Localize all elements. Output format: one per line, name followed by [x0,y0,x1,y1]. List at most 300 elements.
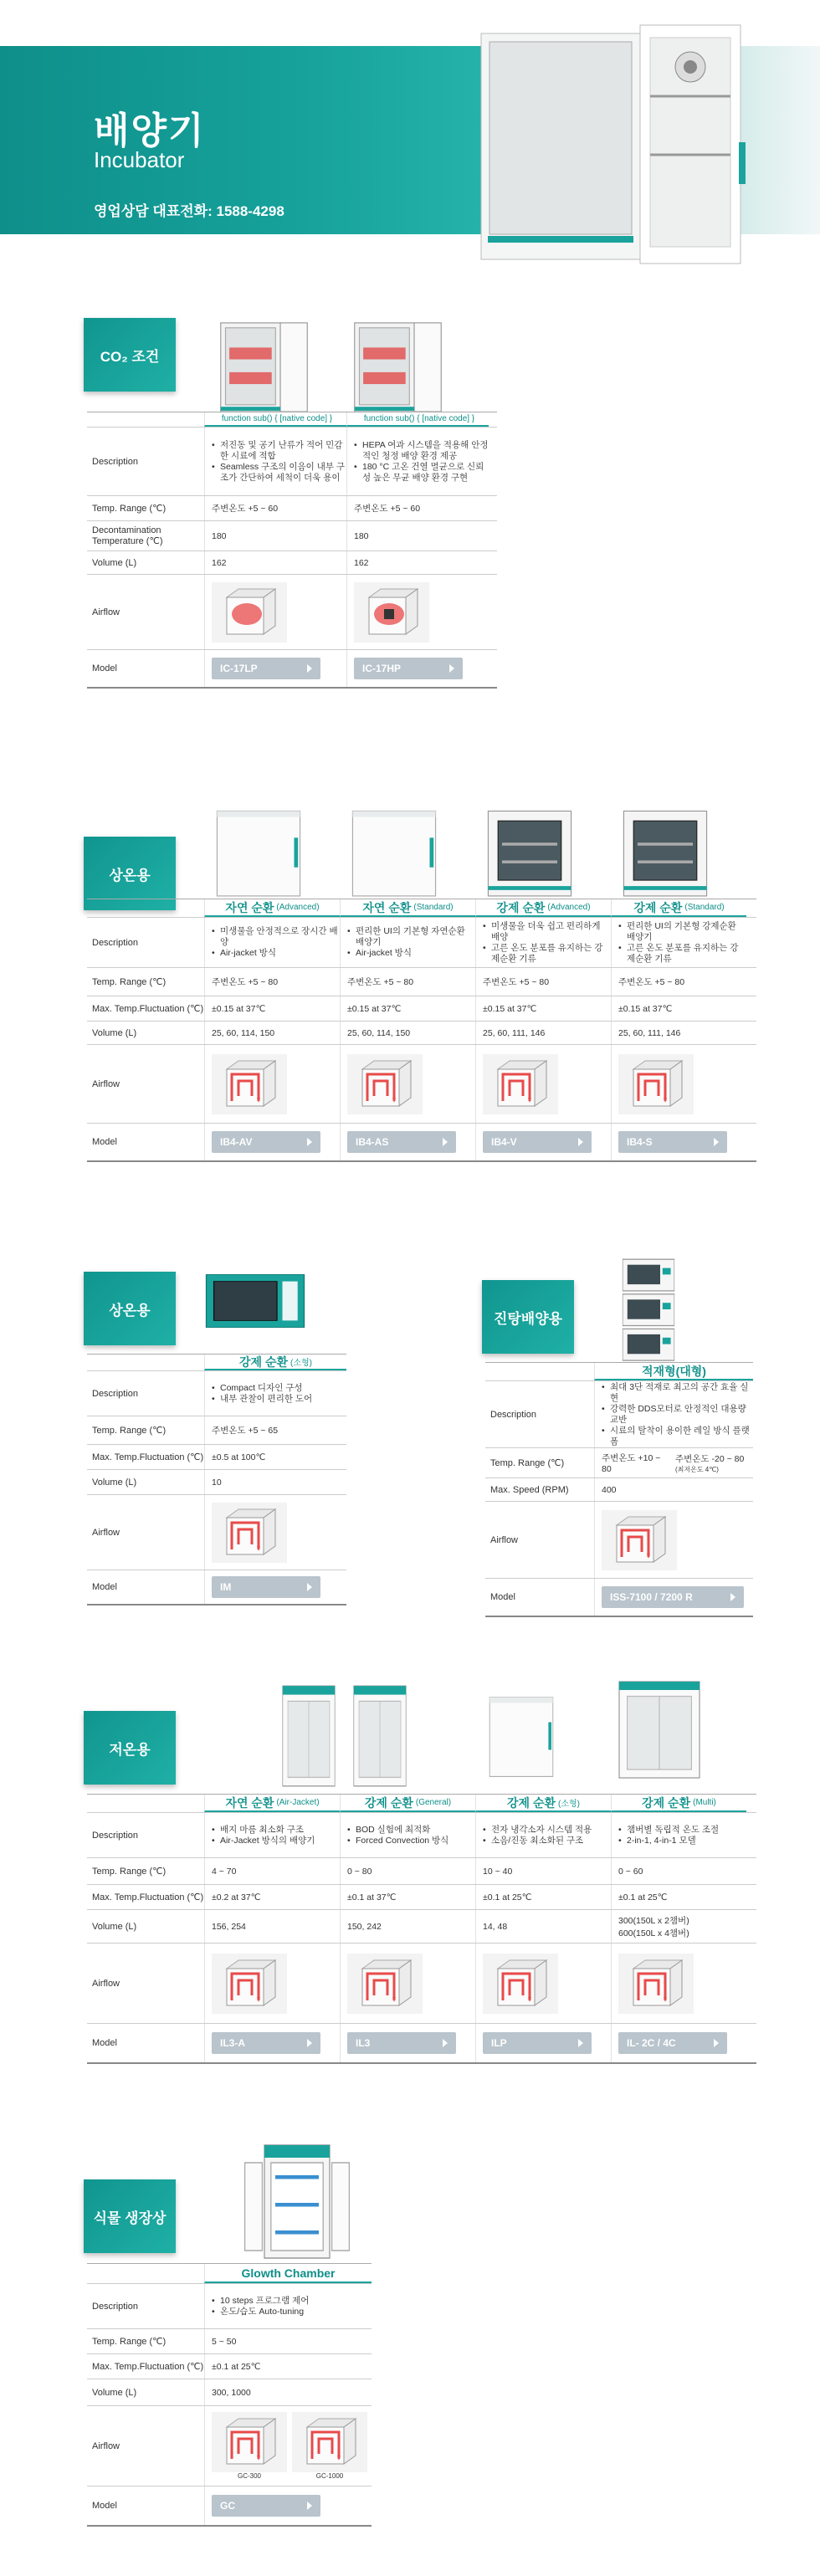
column-header [204,412,346,427]
row-airflow [485,1502,753,1579]
model-cell [346,650,489,687]
airflow-cell [346,575,489,649]
row-label: Description [92,456,139,467]
column-title: 강제 순환 [239,1355,288,1369]
shaking-table [485,1362,753,1617]
model-button[interactable] [347,2032,456,2054]
column-subtitle: function sub() { [native code] } [221,414,333,423]
row-fluct [87,1885,756,1910]
description-cell [204,918,340,967]
column-title: 강제 순환 [642,1795,691,1810]
description-item: • 강력한 DDS모터로 안정적인 대용량 교반 [602,1404,753,1426]
column-title: 자연 순환 [225,1795,274,1810]
airflow-cube-icon [212,1954,287,2014]
row-label: Airflow [490,1534,519,1545]
column-subtitle: (소형) [558,1800,580,1809]
airflow-cell [204,575,346,649]
airflow-cell [204,1495,346,1570]
temp-cell: 5 ~ 50 [204,2329,372,2353]
volume-cell: 25, 60, 114, 150 [340,1022,475,1044]
model-name: IB4-S [627,1136,653,1148]
model-name: IB4-AS [356,1136,389,1148]
model-cell [340,1124,475,1160]
model-name: IB4-V [491,1136,517,1148]
play-arrow-icon [714,1138,719,1146]
description-item: • 챔버별 독립적 온도 조절 [618,1825,719,1836]
column-subtitle: function sub() { [native code] } [363,414,475,423]
column-header [611,1795,746,1812]
shaking-incubator-image [619,1255,678,1364]
section-tag: 저온용 [84,1711,176,1785]
row-model [87,2024,756,2062]
description-cell [340,918,475,967]
column-subtitle: (Standard) [684,903,725,912]
row-description [87,1813,756,1858]
description-item: • 고른 온도 분포를 유지하는 강제순환 기류 [483,943,611,965]
description-cell [204,1813,340,1857]
volume-cell: 25, 60, 114, 150 [204,1022,340,1044]
model-name: GC [220,2500,235,2512]
row-label: Temp. Range (℃) [92,1426,167,1436]
volume-cell: 156, 254 [204,1910,340,1943]
play-arrow-icon [307,1583,312,1591]
airflow-cell [611,1944,746,2023]
co2-table [87,412,497,689]
column-header [340,1795,475,1812]
row-label: Temp. Range (℃) [92,977,167,987]
model-button[interactable] [618,2032,727,2054]
volume-cell: 300(150L x 2챔버) 600(150L x 4챔버) [611,1910,746,1943]
row-label: Description [92,1830,139,1841]
temp-cell: 주변온도 +5 ~ 60 [204,496,346,520]
airflow-cube-icon [292,2412,367,2472]
co2-hepa-image [350,318,446,417]
airflow-cube-icon [354,582,429,643]
decon-cell: 180 [204,521,346,551]
column-subtitle: (Multi) [693,1798,716,1807]
airflow-cube-icon [347,1054,423,1114]
airflow-cell [204,2406,372,2486]
row-label: Model [92,1582,117,1592]
growth-chamber-image [243,2138,351,2263]
column-subtitle: (Advanced) [547,903,591,912]
description-item: • 편리한 UI의 기본형 강제순환 배양기 [618,921,746,943]
column-header [611,899,746,917]
description-item: • BOD 실험에 최적화 [347,1825,448,1836]
airflow-cube-icon [618,1054,694,1114]
description-cell [611,1813,746,1857]
column-header [346,412,489,427]
column-header [340,899,475,917]
row-speed [485,1478,753,1502]
description-cell [346,428,489,495]
description-list [347,926,475,959]
row-label: Model [92,2501,117,2511]
model-button[interactable] [212,1131,320,1153]
row-label: Description [92,2301,139,2312]
row-description [87,428,497,496]
row-volume [87,1022,756,1045]
row-temp [87,1416,346,1445]
description-item: • 편리한 UI의 기본형 자연순환 배양기 [347,926,475,948]
row-label: Volume (L) [92,1921,137,1932]
description-item: • Air-jacket 방식 [347,948,475,959]
temp-cell: 주변온도 +5 ~ 80 [475,968,611,996]
row-label: Model [92,2038,117,2048]
play-arrow-icon [443,2039,448,2047]
section-tag: 상온용 [84,837,176,910]
row-decon [87,521,497,551]
row-model [87,650,497,687]
model-name: IB4-AV [220,1136,253,1148]
airflow-cell [340,1944,475,2023]
fluct-cell: ±0.1 at 25℃ [475,1885,611,1909]
column-header [204,1795,340,1812]
model-button[interactable] [483,2032,592,2054]
row-label: Description [92,1388,139,1399]
model-name: IM [220,1581,232,1593]
row-label: Volume (L) [92,2387,137,2398]
model-cell [611,1124,746,1160]
row-temp [87,496,497,521]
description-item: • Forced Convection 방식 [347,1836,448,1846]
row-temp [87,2329,372,2354]
model-name: IL- 2C / 4C [627,2037,676,2049]
row-model [87,1570,346,1604]
column-header [204,899,340,917]
row-label: Model [92,1137,117,1147]
fluct-cell: ±0.2 at 37℃ [204,1885,340,1909]
model-name: ISS-7100 / 7200 R [610,1591,693,1603]
temp-range-b-note: (최저온도 4℃) [675,1465,719,1473]
description-cell [204,1371,346,1416]
temp-cell: 주변온도 +5 ~ 80 [611,968,746,996]
column-title: 강제 순환 [507,1795,556,1810]
volume-cell: 14, 48 [475,1910,611,1943]
description-item: • 10 steps 프로그램 제어 [212,2296,309,2307]
low-product-image [276,1682,341,1790]
description-item: • Air-Jacket 방식의 배양기 [212,1836,315,1846]
airflow-cell [204,1045,340,1123]
volume-cell: 25, 60, 111, 146 [611,1022,746,1044]
play-arrow-icon [307,664,312,673]
column-subtitle: (Advanced) [276,903,320,912]
decon-cell: 180 [346,521,489,551]
row-fluct [87,1445,346,1470]
description-item: • Air-jacket 방식 [212,948,340,959]
description-item: • 시료의 탈착이 용이한 레일 방식 플랫폼 [602,1426,753,1447]
volume-cell: 150, 242 [340,1910,475,1943]
description-item: • 최대 3단 적재로 최고의 공간 효율 실현 [602,1382,753,1404]
row-volume [87,2379,372,2406]
row-label: Temp. Range (℃) [92,2337,167,2347]
row-label: Volume (L) [92,1477,137,1488]
row-label: Temp. Range (℃) [490,1458,565,1468]
temp-cell: 주변온도 +5 ~ 80 [204,968,340,996]
fluct-cell: ±0.15 at 37℃ [611,996,746,1021]
airflow-figure [292,2412,367,2480]
fluct-cell: ±0.15 at 37℃ [475,996,611,1021]
row-temp [87,1858,756,1885]
column-header [475,1795,611,1812]
description-item: • 저진동 및 공기 난류가 적어 민감한 시료에 적합 [212,440,346,462]
model-cell [204,1570,346,1604]
airflow-cell [475,1944,611,2023]
row-label: Airflow [92,1978,120,1989]
row-label: Model [490,1592,515,1602]
row-label: Description [490,1409,537,1420]
model-cell [340,2024,475,2062]
row-volume [87,1910,756,1944]
row-model [87,1124,756,1160]
airflow-cube-icon [212,582,287,643]
row-volume [87,1470,346,1495]
fluct-cell: ±0.1 at 37℃ [340,1885,475,1909]
temp-cell: 0 ~ 80 [340,1858,475,1884]
description-cell [594,1381,753,1447]
airflow-cell [594,1502,753,1578]
description-list [483,1825,592,1846]
play-arrow-icon [449,664,454,673]
room-product-image [616,803,715,902]
temp-cell [594,1448,753,1477]
description-list [212,2296,309,2317]
column-header: Glowth Chamber [204,2264,372,2283]
row-airflow [87,1944,756,2024]
room-product-image [209,803,308,902]
row-model [87,2486,372,2525]
temp-range-a: 주변온도 +10 ~ 80 [602,1453,661,1474]
room-small-table [87,1354,346,1606]
volume-cell: 162 [204,551,346,574]
description-list [212,926,340,959]
row-label: Decontamination Temperature (℃) [92,525,163,546]
airflow-cube-icon [602,1510,677,1570]
column-subtitle: (Standard) [413,903,454,912]
volume-cell: 10 [204,1470,346,1494]
play-arrow-icon [578,2039,583,2047]
model-cell [204,2024,340,2062]
play-arrow-icon [443,1138,448,1146]
description-list [618,1825,719,1846]
column-header [204,1355,346,1370]
description-item: • 미생물을 더욱 쉽고 편리하게 배양 [483,921,611,943]
description-item: • 배지 마름 최소화 구조 [212,1825,315,1836]
low-product-image [609,1677,710,1782]
row-fluct [87,996,756,1022]
description-item: • 소음/진동 최소화된 구조 [483,1836,592,1846]
row-label: Airflow [92,607,120,617]
row-label: Model [92,663,117,673]
model-button[interactable] [347,1131,456,1153]
model-button[interactable] [212,2032,320,2054]
model-button[interactable] [212,1576,320,1598]
description-list [212,1825,315,1846]
description-cell [611,918,746,967]
row-airflow [87,575,497,650]
fluct-cell: ±0.15 at 37℃ [204,996,340,1021]
model-button[interactable] [618,1131,727,1153]
description-cell [475,918,611,967]
airflow-caption: GC-300 [237,2472,261,2480]
model-button[interactable] [212,658,320,679]
row-airflow [87,1045,756,1124]
low-table [87,1794,756,2064]
row-temp [87,968,756,996]
section-tag: 식물 생장상 [84,2179,176,2253]
description-cell [204,2284,372,2328]
column-title: 자연 순환 [225,900,274,914]
airflow-figure [212,2412,287,2480]
section-tag: 상온용 [84,1272,176,1345]
temp-cell: 주변온도 +5 ~ 60 [346,496,489,520]
description-item: • 고른 온도 분포를 유지하는 강제순환 기류 [618,943,746,965]
model-name: IC-17HP [362,663,402,674]
description-list [483,921,611,965]
volume-cell: 300, 1000 [204,2379,372,2405]
airflow-cube-icon [212,1054,287,1114]
description-item: • Compact 디자인 구성 [212,1383,312,1394]
volume-cell: 25, 60, 111, 146 [475,1022,611,1044]
column-header [475,899,611,917]
row-label: Max. Temp.Fluctuation (℃) [92,1452,204,1462]
row-temp [485,1448,753,1478]
model-cell [204,650,346,687]
model-cell [475,1124,611,1160]
model-cell [611,2024,746,2062]
room-small-image [201,1263,310,1339]
fluct-cell: ±0.1 at 25℃ [611,1885,746,1909]
row-description [87,1371,346,1416]
model-cell [204,2486,372,2525]
model-button[interactable] [212,2495,320,2517]
low-product-image [347,1682,413,1790]
play-arrow-icon [730,1593,735,1601]
temp-range-b: 주변온도 -20 ~ 80 [675,1453,745,1464]
airflow-cube-icon [212,2412,287,2472]
temp-cell: 0 ~ 60 [611,1858,746,1884]
temp-cell: 주변온도 +5 ~ 65 [204,1416,346,1444]
row-label: Airflow [92,1078,120,1089]
column-header: 적재형(대형) [594,1363,753,1380]
description-item: • HEPA 여과 시스템을 적용해 안정적인 청정 배양 환경 제공 [354,440,489,462]
fluct-cell: ±0.1 at 25℃ [204,2354,372,2379]
row-label: Max. Temp.Fluctuation (℃) [92,1004,204,1014]
incubator-hero-image [473,17,749,268]
column-subtitle: (Air-Jacket) [276,1798,320,1807]
room-product-image [480,803,579,902]
airflow-cell [611,1045,746,1123]
column-title: 자연 순환 [362,900,412,914]
row-description [87,918,756,968]
row-label: Max. Speed (RPM) [490,1484,569,1495]
column-title: 강제 순환 [633,900,683,914]
low-product-image [484,1690,559,1782]
temp-cell: 4 ~ 70 [204,1858,340,1884]
row-label: Volume (L) [92,1027,137,1038]
hero-banner [0,0,820,276]
description-list [212,440,346,484]
play-arrow-icon [307,2502,312,2510]
model-cell [594,1579,753,1616]
airflow-cube-icon [212,1503,287,1563]
row-model [485,1579,753,1616]
temp-cell: 주변온도 +5 ~ 80 [340,968,475,996]
volume-cell: 162 [346,551,489,574]
description-cell [204,428,346,495]
room-table [87,899,756,1162]
airflow-cell [475,1045,611,1123]
row-description [87,2284,372,2329]
description-item: • 미생물을 안정적으로 장시간 배양 [212,926,340,948]
model-button[interactable] [602,1586,744,1608]
airflow-cell [204,1944,340,2023]
model-cell [475,2024,611,2062]
description-list [212,1383,312,1405]
section-tag: 진탕배양용 [482,1280,574,1354]
fluct-cell: ±0.15 at 37℃ [340,996,475,1021]
row-airflow [87,1495,346,1570]
airflow-cube-icon [483,1054,558,1114]
room-product-image [345,803,443,902]
row-fluct [87,2354,372,2379]
model-name: IC-17LP [220,663,258,674]
plant-table [87,2263,372,2527]
description-item: • 2-in-1, 4-in-1 모델 [618,1836,719,1846]
section-tag: CO₂ 조건 [84,318,176,392]
description-list [602,1382,753,1447]
column-title: 강제 순환 [364,1795,413,1810]
model-cell [204,1124,340,1160]
description-item: • 180 °C 고온 건열 멸균으로 신뢰성 높은 무균 배양 환경 구현 [354,462,489,484]
page-subtitle: Incubator [94,147,185,172]
model-button[interactable] [483,1131,592,1153]
column-subtitle: (General) [415,1798,452,1807]
row-label: Volume (L) [92,557,137,568]
column-title: 강제 순환 [496,900,546,914]
description-list [618,921,746,965]
temp-cell: 10 ~ 40 [475,1858,611,1884]
column-subtitle: (소형) [290,1359,312,1368]
row-airflow [87,2406,372,2486]
row-description [485,1381,753,1448]
airflow-cube-icon [618,1954,694,2014]
model-name: IL3 [356,2037,371,2049]
airflow-caption: GC-1000 [315,2472,344,2480]
play-arrow-icon [307,2039,312,2047]
row-label: Temp. Range (℃) [92,1867,167,1877]
row-label: Max. Temp.Fluctuation (℃) [92,1892,204,1903]
description-cell [340,1813,475,1857]
row-label: Temp. Range (℃) [92,504,167,514]
co2-fanless-image [216,318,312,417]
row-volume [87,551,497,575]
row-label: Max. Temp.Fluctuation (℃) [92,2362,204,2372]
fluct-cell: ±0.5 at 100℃ [204,1445,346,1469]
description-item: • 전자 냉각소자 시스템 적용 [483,1825,592,1836]
description-list [354,440,489,484]
play-arrow-icon [578,1138,583,1146]
model-button[interactable] [354,658,463,679]
speed-cell: 400 [594,1478,753,1501]
page-title: 배양기 [94,110,206,151]
row-label: Description [92,937,139,948]
temp-range-b-wrap [675,1452,744,1474]
description-item: • 내부 관찰이 편리한 도어 [212,1394,312,1405]
description-item: • Seamless 구조의 이음이 내부 구조가 간단하여 세척이 더욱 용이 [212,462,346,484]
model-name: ILP [491,2037,507,2049]
airflow-cube-icon [483,1954,558,2014]
